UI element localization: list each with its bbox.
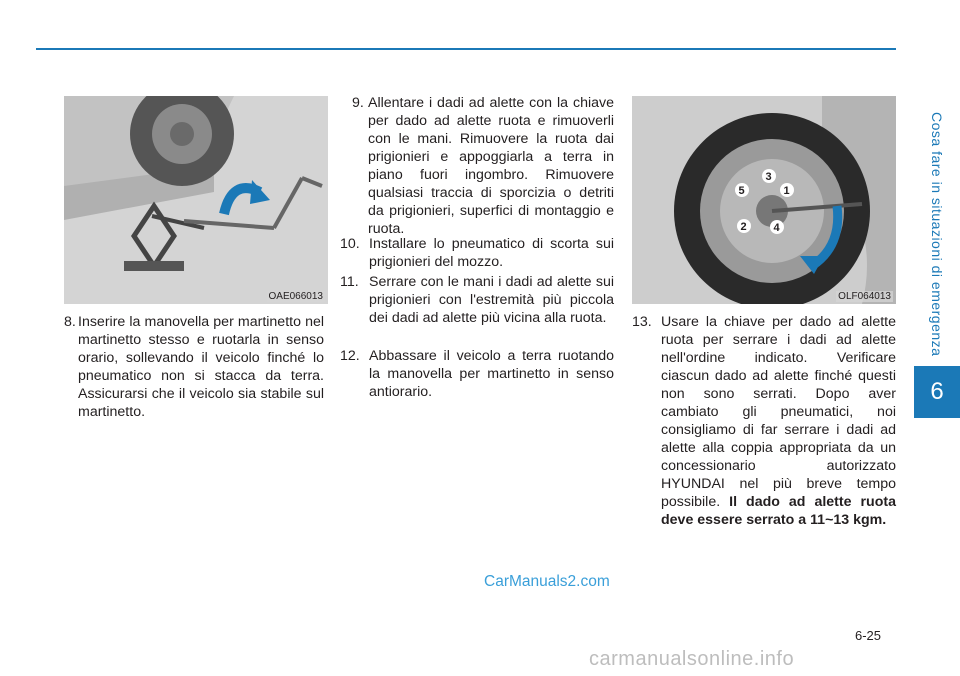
wheel-nut-order-illustration <box>632 96 896 304</box>
figure-code: OLF064013 <box>838 291 891 302</box>
step-9 <box>352 94 614 238</box>
step-11 <box>340 273 614 327</box>
nut-number-4: 4 <box>773 222 780 234</box>
nut-number-3: 3 <box>765 171 772 183</box>
step-text: Usare la chiave per dado ad alette ruota per serrare i dadi ad alette nell'ordine indicato. Verificare ciascun dado ad alette finché questi non sono serrati. Dopo aver cambiato gli pneumatici, noi consigliamo di far serrare i dadi ad alette alla coppia appropriata da un concessionario autorizzato HYUNDAI nel più breve tempo possibile. <box>661 314 896 510</box>
step-number: 13. <box>632 314 652 330</box>
step-text: Installare lo pneumatico di scorta sui prigionieri del mozzo. <box>369 236 614 270</box>
nut-number-1: 1 <box>783 185 790 197</box>
wheel-drawing <box>632 96 896 304</box>
nut-number-5: 5 <box>738 185 745 197</box>
step-8 <box>64 313 324 421</box>
step-number: 12. <box>340 348 360 364</box>
step-number: 8. <box>64 314 76 330</box>
step-13 <box>632 313 896 529</box>
chapter-side-title: Cosa fare in situazioni di emergenza <box>929 112 945 357</box>
step-12 <box>340 347 614 401</box>
jack-drawing <box>64 96 328 304</box>
step-text: Inserire la manovella per martinetto nel martinetto stesso e ruotarla in senso orario, sollevando il veicolo finché lo pneumatico non si stacca da terra. Assicurarsi che il veicolo sia stabile sul martinetto. <box>78 314 324 420</box>
figure-code: OAE066013 <box>268 291 323 302</box>
step-number: 10. <box>340 236 360 252</box>
step-10 <box>340 235 614 271</box>
step-number: 11. <box>340 274 359 290</box>
watermark-link[interactable]: CarManuals2.com <box>484 573 610 590</box>
torque-warning: Il dado ad alette ruota deve essere serrato a 11~13 kgm. <box>661 494 896 528</box>
chapter-tab[interactable]: 6 <box>914 366 960 418</box>
step-text: Serrare con le mani i dadi ad alette sui prigionieri con l'estremità più piccola dei dadi ad alette più vicina alla ruota. <box>369 274 614 326</box>
footer-watermark: carmanualsonline.info <box>589 648 795 670</box>
step-text: Abbassare il veicolo a terra ruotando la manovella per martinetto in senso antiorario. <box>369 348 614 400</box>
step-text: Allentare i dadi ad alette con la chiave per dado ad alette ruota e rimuoverli con le mani. Rimuovere la ruota dai prigionieri e appoggiarla a terra in piano fuori ingombro. Rimuovere qualsiasi traccia di sporcizia o detriti da prigionieri, superfici di montaggio e ruota. <box>368 95 614 237</box>
jack-illustration <box>64 96 328 304</box>
step-number: 9. <box>352 95 364 111</box>
header-rule <box>36 48 896 50</box>
page-number: 6-25 <box>855 628 882 643</box>
nut-number-2: 2 <box>740 221 747 233</box>
